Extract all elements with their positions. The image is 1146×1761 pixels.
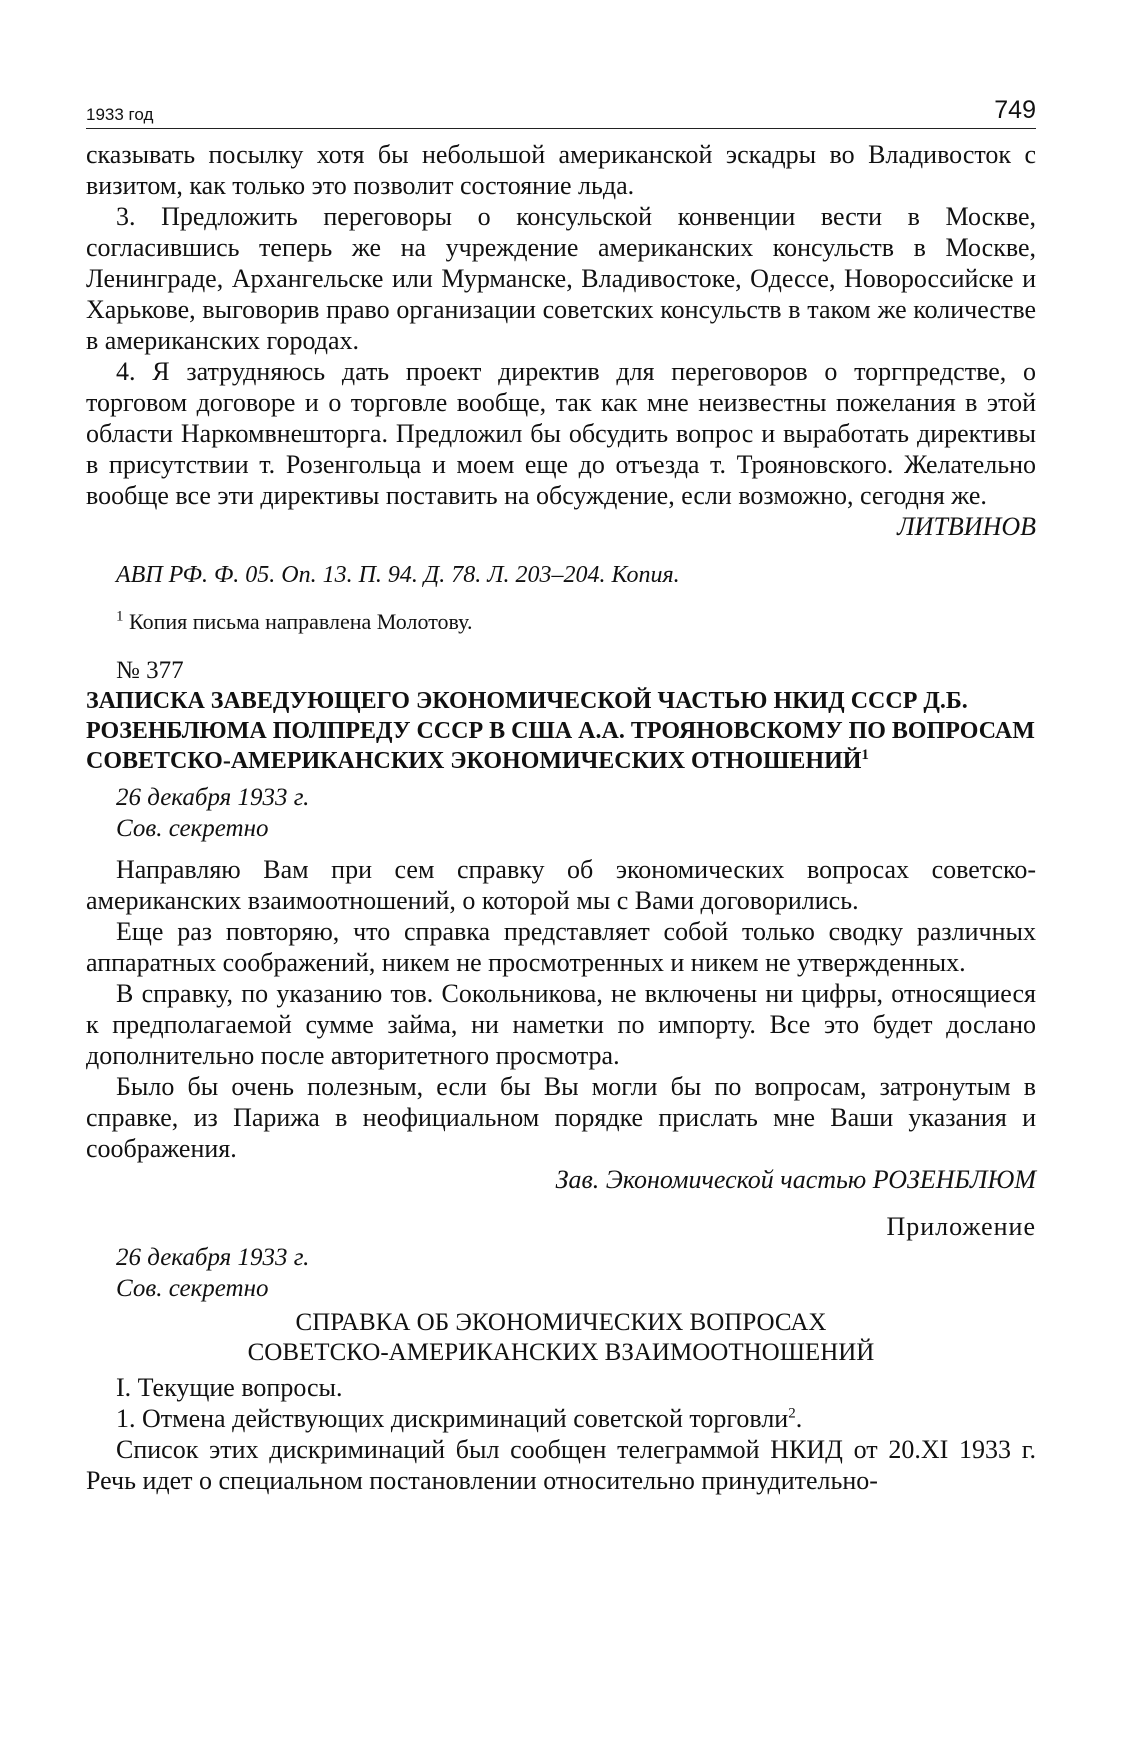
paragraph-repeat: Еще раз повторяю, что справка представляет собой только сводку различных аппаратных соображений, никем не просмотренных и никем не утвержденных. [86,917,1036,977]
subsection-heading: 1. Отмена действующих дискриминаций советской торговли$^2$. [116,1404,803,1433]
page [86,96,1036,1496]
appendix-date: 26 декабря 1933 г. [116,1244,310,1271]
paragraph-visit: сказывать посылку хотя бы небольшой американской эскадры во Владивосток с визитом, как только это позволит состояние льда. [86,140,1036,200]
appendix-label: Приложение [886,1212,1036,1241]
appendix-title-line2: СОВЕТСКО-АМЕРИКАНСКИХ ВЗАИМООТНОШЕНИЙ [247,1339,875,1366]
paragraph-sending-note: Направляю Вам при сем справку об экономических вопросах советско-американских взаимоотношений, о которой мы с Вами договорились. [86,855,1036,915]
paragraph-discriminations: Список этих дискриминаций был сообщен телеграммой НКИД от 20.XI 1933 г. Речь идет о специальном постановлении относительно принудительно- [86,1435,1036,1495]
document-title-text: ЗАПИСКА ЗАВЕДУЮЩЕГО ЭКОНОМИЧЕСКОЙ ЧАСТЬЮ НКИД СССР Д.Б. РОЗЕНБЛЮМА ПОЛПРЕДУ СССР В США А.А. ТРОЯНОВСКОМУ ПО ВОПРОСАМ СОВЕТСКО-АМЕРИКАНСКИХ ЭКОНОМИЧЕСКИХ ОТНОШЕНИЙ [86,688,1035,774]
running-head-year: 1933 год [86,105,154,124]
footnote-text: Копия письма направлена Молотову. [129,609,473,634]
running-head [86,96,1036,129]
paragraph-trade-directives: 4. Я затрудняюсь дать проект директив для переговоров о торгпредстве, о торговом договоре и о торговле вообще, так как мне неизвестны пожелания в этой области Наркомвнешторга. Предложил бы обсудить вопрос и выработать директивы в присутствии т. Розенгольца и моем еще до отъезда т. Трояновского. Желательно вообще все эти директивы поставить на обсуждение, если возможно, сегодня же. [86,357,1036,510]
footnote [86,608,1036,636]
footnote-mark: 1 [116,608,124,625]
document-date: 26 декабря 1933 г. [116,784,310,811]
appendix-title-line1: СПРАВКА ОБ ЭКОНОМИЧЕСКИХ ВОПРОСАХ [295,1309,827,1336]
signature-name: РОЗЕНБЛЮМ [872,1165,1036,1194]
section-heading: I. Текущие вопросы. [116,1373,343,1402]
signature-rozenblum [86,1164,1036,1195]
paragraph-request: Было бы очень полезным, если бы Вы могли бы по вопросам, затронутым в справке, из Парижа в неофициальном порядке прислать мне Ваши указания и соображения. [86,1072,1036,1163]
document-number: № 377 [116,657,184,684]
paragraph-sokolnikov: В справку, по указанию тов. Сокольникова, не включены ни цифры, относящиеся к предполагаемой сумме займа, ни наметки по импорту. Все это будет дослано дополнительно после авторитетного просмотра. [86,979,1036,1070]
document-title-mark: 1 [861,747,869,763]
signature-litvinov: ЛИТВИНОВ [897,512,1036,541]
document-title [86,686,1036,776]
archive-reference: АВП РФ. Ф. 05. Оп. 13. П. 94. Д. 78. Л. 203–204. Копия. [116,562,680,588]
document-secrecy: Сов. секретно [116,815,269,842]
subsection-heading-text: 1. Отмена действующих дискриминаций советской торговли [116,1404,789,1433]
page-number: 749 [994,96,1036,124]
appendix-secrecy: Сов. секретно [116,1275,269,1302]
subsection-mark: 2 [788,1405,796,1422]
paragraph-consular-convention: 3. Предложить переговоры о консульской конвенции вести в Москве, согласившись теперь же на учреждение американских консульств в Москве, Ленинграде, Архангельске или Мурманске, Владивостоке, Одессе, Новороссийске и Харькове, выговорив право организации советских консульств в таком же количестве в американских городах. [86,202,1036,355]
signature-role: Зав. Экономической частью [555,1165,867,1194]
